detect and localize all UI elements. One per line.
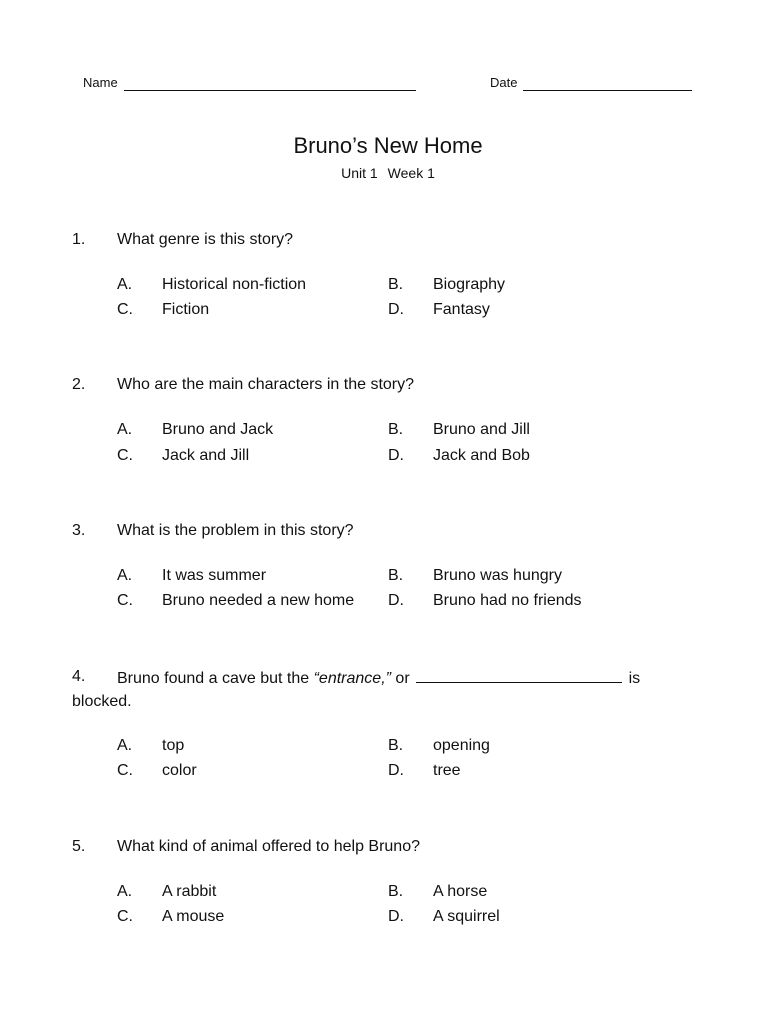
- option-letter[interactable]: D.: [388, 908, 404, 925]
- week-label: Week 1: [387, 165, 435, 181]
- question-text: [117, 668, 640, 688]
- question-text-continuation: blocked.: [72, 693, 132, 710]
- question-text: What kind of animal offered to help Bruno?: [117, 838, 420, 855]
- option-letter[interactable]: C.: [117, 301, 133, 318]
- option-text[interactable]: tree: [433, 762, 461, 779]
- option-text[interactable]: Bruno was hungry: [433, 567, 562, 584]
- option-letter[interactable]: D.: [388, 447, 404, 464]
- option-letter[interactable]: D.: [388, 762, 404, 779]
- question-number: 3.: [72, 522, 86, 539]
- question-text-after: is: [628, 670, 641, 687]
- option-letter[interactable]: A.: [117, 421, 133, 438]
- option-text[interactable]: A rabbit: [162, 883, 217, 900]
- worksheet-title: Bruno’s New Home: [293, 133, 483, 158]
- question-text-before: Bruno found a cave but the: [117, 670, 310, 687]
- option-letter[interactable]: D.: [388, 301, 404, 318]
- option-text[interactable]: Bruno had no friends: [433, 592, 582, 609]
- option-text[interactable]: A horse: [433, 883, 488, 900]
- name-label: Name: [83, 75, 118, 90]
- option-letter[interactable]: B.: [388, 737, 404, 754]
- option-text[interactable]: Historical non-fiction: [162, 276, 307, 293]
- option-text[interactable]: Biography: [433, 276, 506, 293]
- option-letter[interactable]: C.: [117, 908, 133, 925]
- question-number: 2.: [72, 376, 86, 393]
- date-field-line[interactable]: [523, 90, 692, 91]
- option-text[interactable]: Jack and Bob: [433, 447, 530, 464]
- question-number: 5.: [72, 838, 86, 855]
- worksheet-subtitle: [0, 165, 768, 181]
- option-letter[interactable]: A.: [117, 567, 133, 584]
- option-letter[interactable]: A.: [117, 737, 133, 754]
- question-text: What genre is this story?: [117, 231, 294, 248]
- fill-in-blank-line[interactable]: [416, 668, 622, 683]
- option-text[interactable]: Bruno and Jack: [162, 421, 274, 438]
- unit-label: Unit 1: [341, 165, 378, 181]
- question-text-middle: or: [395, 670, 410, 687]
- question-number: 4.: [72, 668, 86, 685]
- option-letter[interactable]: A.: [117, 883, 133, 900]
- option-text[interactable]: Fiction: [162, 301, 210, 318]
- option-letter[interactable]: B.: [388, 567, 404, 584]
- option-text[interactable]: A mouse: [162, 908, 225, 925]
- option-letter[interactable]: C.: [117, 762, 133, 779]
- option-letter[interactable]: C.: [117, 592, 133, 609]
- option-letter[interactable]: B.: [388, 421, 404, 438]
- option-text[interactable]: It was summer: [162, 567, 267, 584]
- option-letter[interactable]: B.: [388, 276, 404, 293]
- option-text[interactable]: top: [162, 737, 185, 754]
- question-text: Who are the main characters in the story?: [117, 376, 415, 393]
- option-text[interactable]: Jack and Jill: [162, 447, 250, 464]
- option-text[interactable]: opening: [433, 737, 490, 754]
- option-text[interactable]: Fantasy: [433, 301, 490, 318]
- option-letter[interactable]: D.: [388, 592, 404, 609]
- question-text: What is the problem in this story?: [117, 522, 354, 539]
- option-text[interactable]: Bruno and Jill: [433, 421, 530, 438]
- question-text-italic: “entrance,”: [313, 670, 391, 687]
- option-text[interactable]: Bruno needed a new home: [162, 592, 355, 609]
- option-letter[interactable]: A.: [117, 276, 133, 293]
- name-field-line[interactable]: [124, 90, 416, 91]
- question-number: 1.: [72, 231, 86, 248]
- option-letter[interactable]: C.: [117, 447, 133, 464]
- date-label: Date: [490, 75, 518, 90]
- option-text[interactable]: color: [162, 762, 197, 779]
- option-text[interactable]: A squirrel: [433, 908, 500, 925]
- option-letter[interactable]: B.: [388, 883, 404, 900]
